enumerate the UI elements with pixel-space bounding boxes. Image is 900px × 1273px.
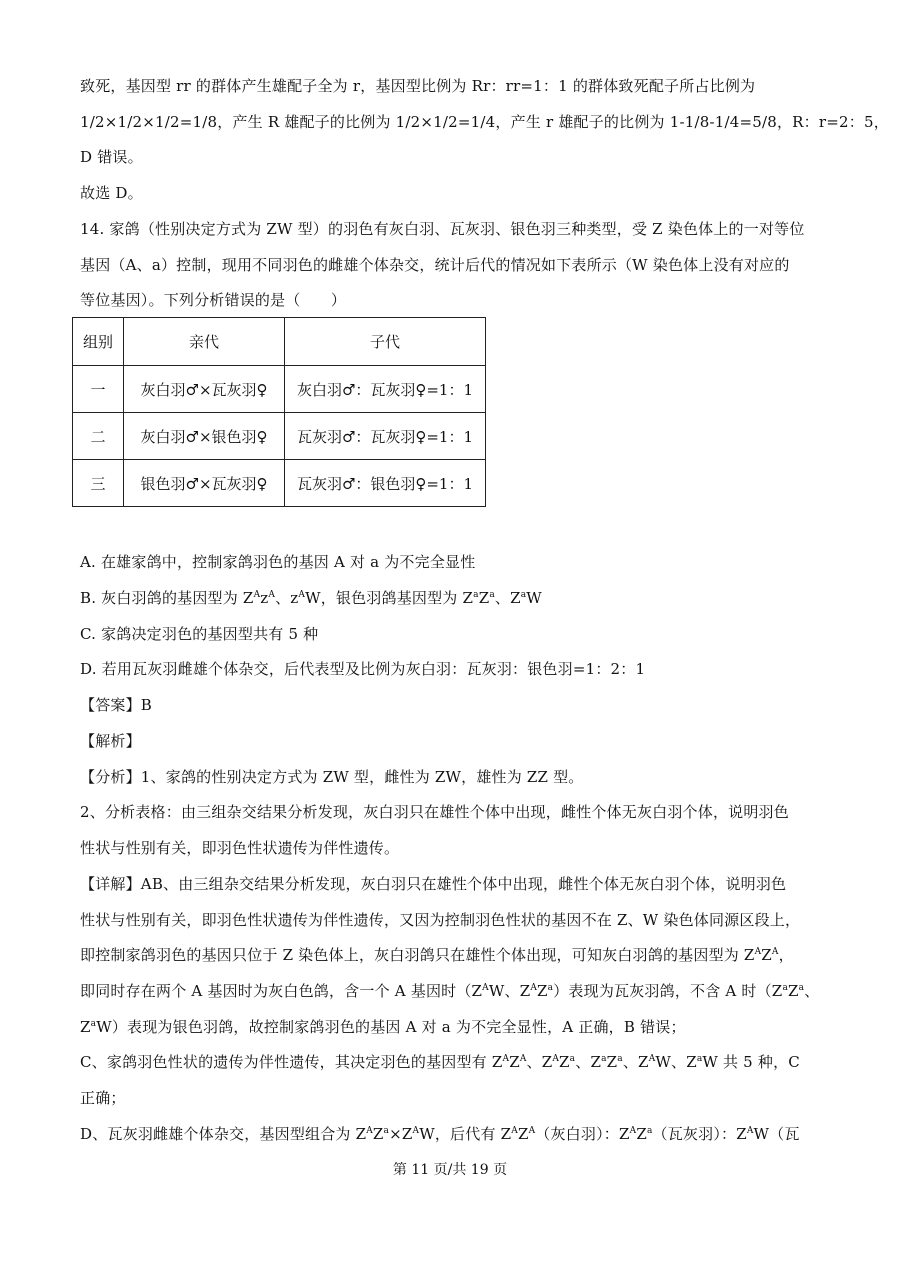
detail-line-1: 【详解】AB、由三组杂交结果分析发现，灰白羽只在雄性个体中出现，雌性个体无灰白羽个体，说明羽色 [80,875,787,893]
option-d: D. 若用瓦灰羽雌雄个体杂交，后代表型及比例为灰白羽：瓦灰羽：银色羽=1：2：1 [80,660,646,678]
table-cell: 灰白羽♂×银色羽♀ [124,413,285,460]
table-row [73,460,486,507]
option-c: C. 家鸽决定羽色的基因型共有 5 种 [80,625,319,643]
page-footer: 第 11 页/共 19 页 [392,1162,508,1178]
question-line-2: 基因（A、a）控制，现用不同羽色的雌雄个体杂交，统计后代的情况如下表所示（W 染色体上没有对应的 [80,256,790,274]
detail-line-6: C、家鸽羽色性状的遗传为伴性遗传，其决定羽色的基因型有 $Z^AZ^A$、$Z^AZ^a$、$Z^aZ^a$、$Z^AW$、$Z^aW$ 共 5 种，C [80,1053,800,1071]
table-cell: 瓦灰羽♂：银色羽♀=1：1 [285,460,486,507]
table-header-cell: 亲代 [124,318,285,366]
analysis-line-1: 【分析】1、家鸽的性别决定方式为 ZW 型，雌性为 ZW，雄性为 ZZ 型。 [80,768,584,786]
cross-table [72,317,486,507]
question-line-1: 14. 家鸽（性别决定方式为 ZW 型）的羽色有灰白羽、瓦灰羽、银色羽三种类型，受 Z 染色体上的一对等位 [80,220,805,238]
table-header-cell: 组别 [73,318,124,366]
table-header-row [73,318,486,366]
table-cell: 灰白羽♂×瓦灰羽♀ [124,366,285,413]
detail-line-7: 正确； [80,1089,126,1107]
table-cell: 银色羽♂×瓦灰羽♀ [124,460,285,507]
detail-line-5: $Z^aW$）表现为银色羽鸽，故控制家鸽羽色的基因 A 对 a 为不完全显性，A 正确，B 错误； [80,1018,686,1036]
table-cell: 一 [73,366,124,413]
analysis-line-2: 2、分析表格：由三组杂交结果分析发现，灰白羽只在雄性个体中出现，雌性个体无灰白羽个体，说明羽色 [80,803,789,821]
detail-line-3: 即控制家鸽羽色的基因只位于 Z 染色体上，灰白羽鸽只在雄性个体出现，可知灰白羽鸽的基因型为 $Z^AZ^A$， [80,946,794,964]
detail-line-4: 即同时存在两个 A 基因时为灰白色鸽，含一个 A 基因时（$Z^AW$、$Z^AZ^a$）表现为瓦灰羽鸽，不含 A 时（$Z^aZ^a$、 [80,982,820,1000]
table-cell: 三 [73,460,124,507]
prev-line-4: 故选 D。 [80,184,143,202]
analysis-label: 【解析】 [80,732,141,750]
analysis-line-3: 性状与性别有关，即羽色性状遗传为伴性遗传。 [80,839,400,857]
question-line-3: 等位基因）。下列分析错误的是（ ） [80,291,347,309]
table-cell: 二 [73,413,124,460]
option-a: A. 在雄家鸽中，控制家鸽羽色的基因 A 对 a 为不完全显性 [80,553,476,571]
prev-line-3: D 错误。 [80,148,143,166]
detail-line-8: D、瓦灰羽雌雄个体杂交，基因型组合为 $Z^AZ^a\times Z^AW$，后代有 $Z^AZ^A$（灰白羽）：$Z^AZ^a$（瓦灰羽）：$Z^AW$（瓦 [80,1125,800,1143]
answer-label: 【答案】B [80,696,153,714]
table-cell: 瓦灰羽♂：瓦灰羽♀=1：1 [285,413,486,460]
detail-line-2: 性状与性别有关，即羽色性状遗传为伴性遗传，又因为控制羽色性状的基因不在 Z、W 染色体同源区段上， [80,911,801,929]
option-b: B. 灰白羽鸽的基因型为 $Z^Az^A$、$z^AW$，银色羽鸽基因型为 $Z^aZ^a$、$Z^aW$ [80,589,542,607]
prev-line-1: 致死，基因型 rr 的群体产生雄配子全为 r，基因型比例为 Rr：rr=1：1 的群体致死配子所占比例为 [80,77,756,95]
table-row [73,366,486,413]
table-cell: 灰白羽♂：瓦灰羽♀=1：1 [285,366,486,413]
prev-line-2: 1/2×1/2×1/2=1/8，产生 R 雄配子的比例为 1/2×1/2=1/4，产生 r 雄配子的比例为 1-1/8-1/4=5/8，R：r=2：5， [80,113,889,131]
table-header-cell: 子代 [285,318,486,366]
table-row [73,413,486,460]
